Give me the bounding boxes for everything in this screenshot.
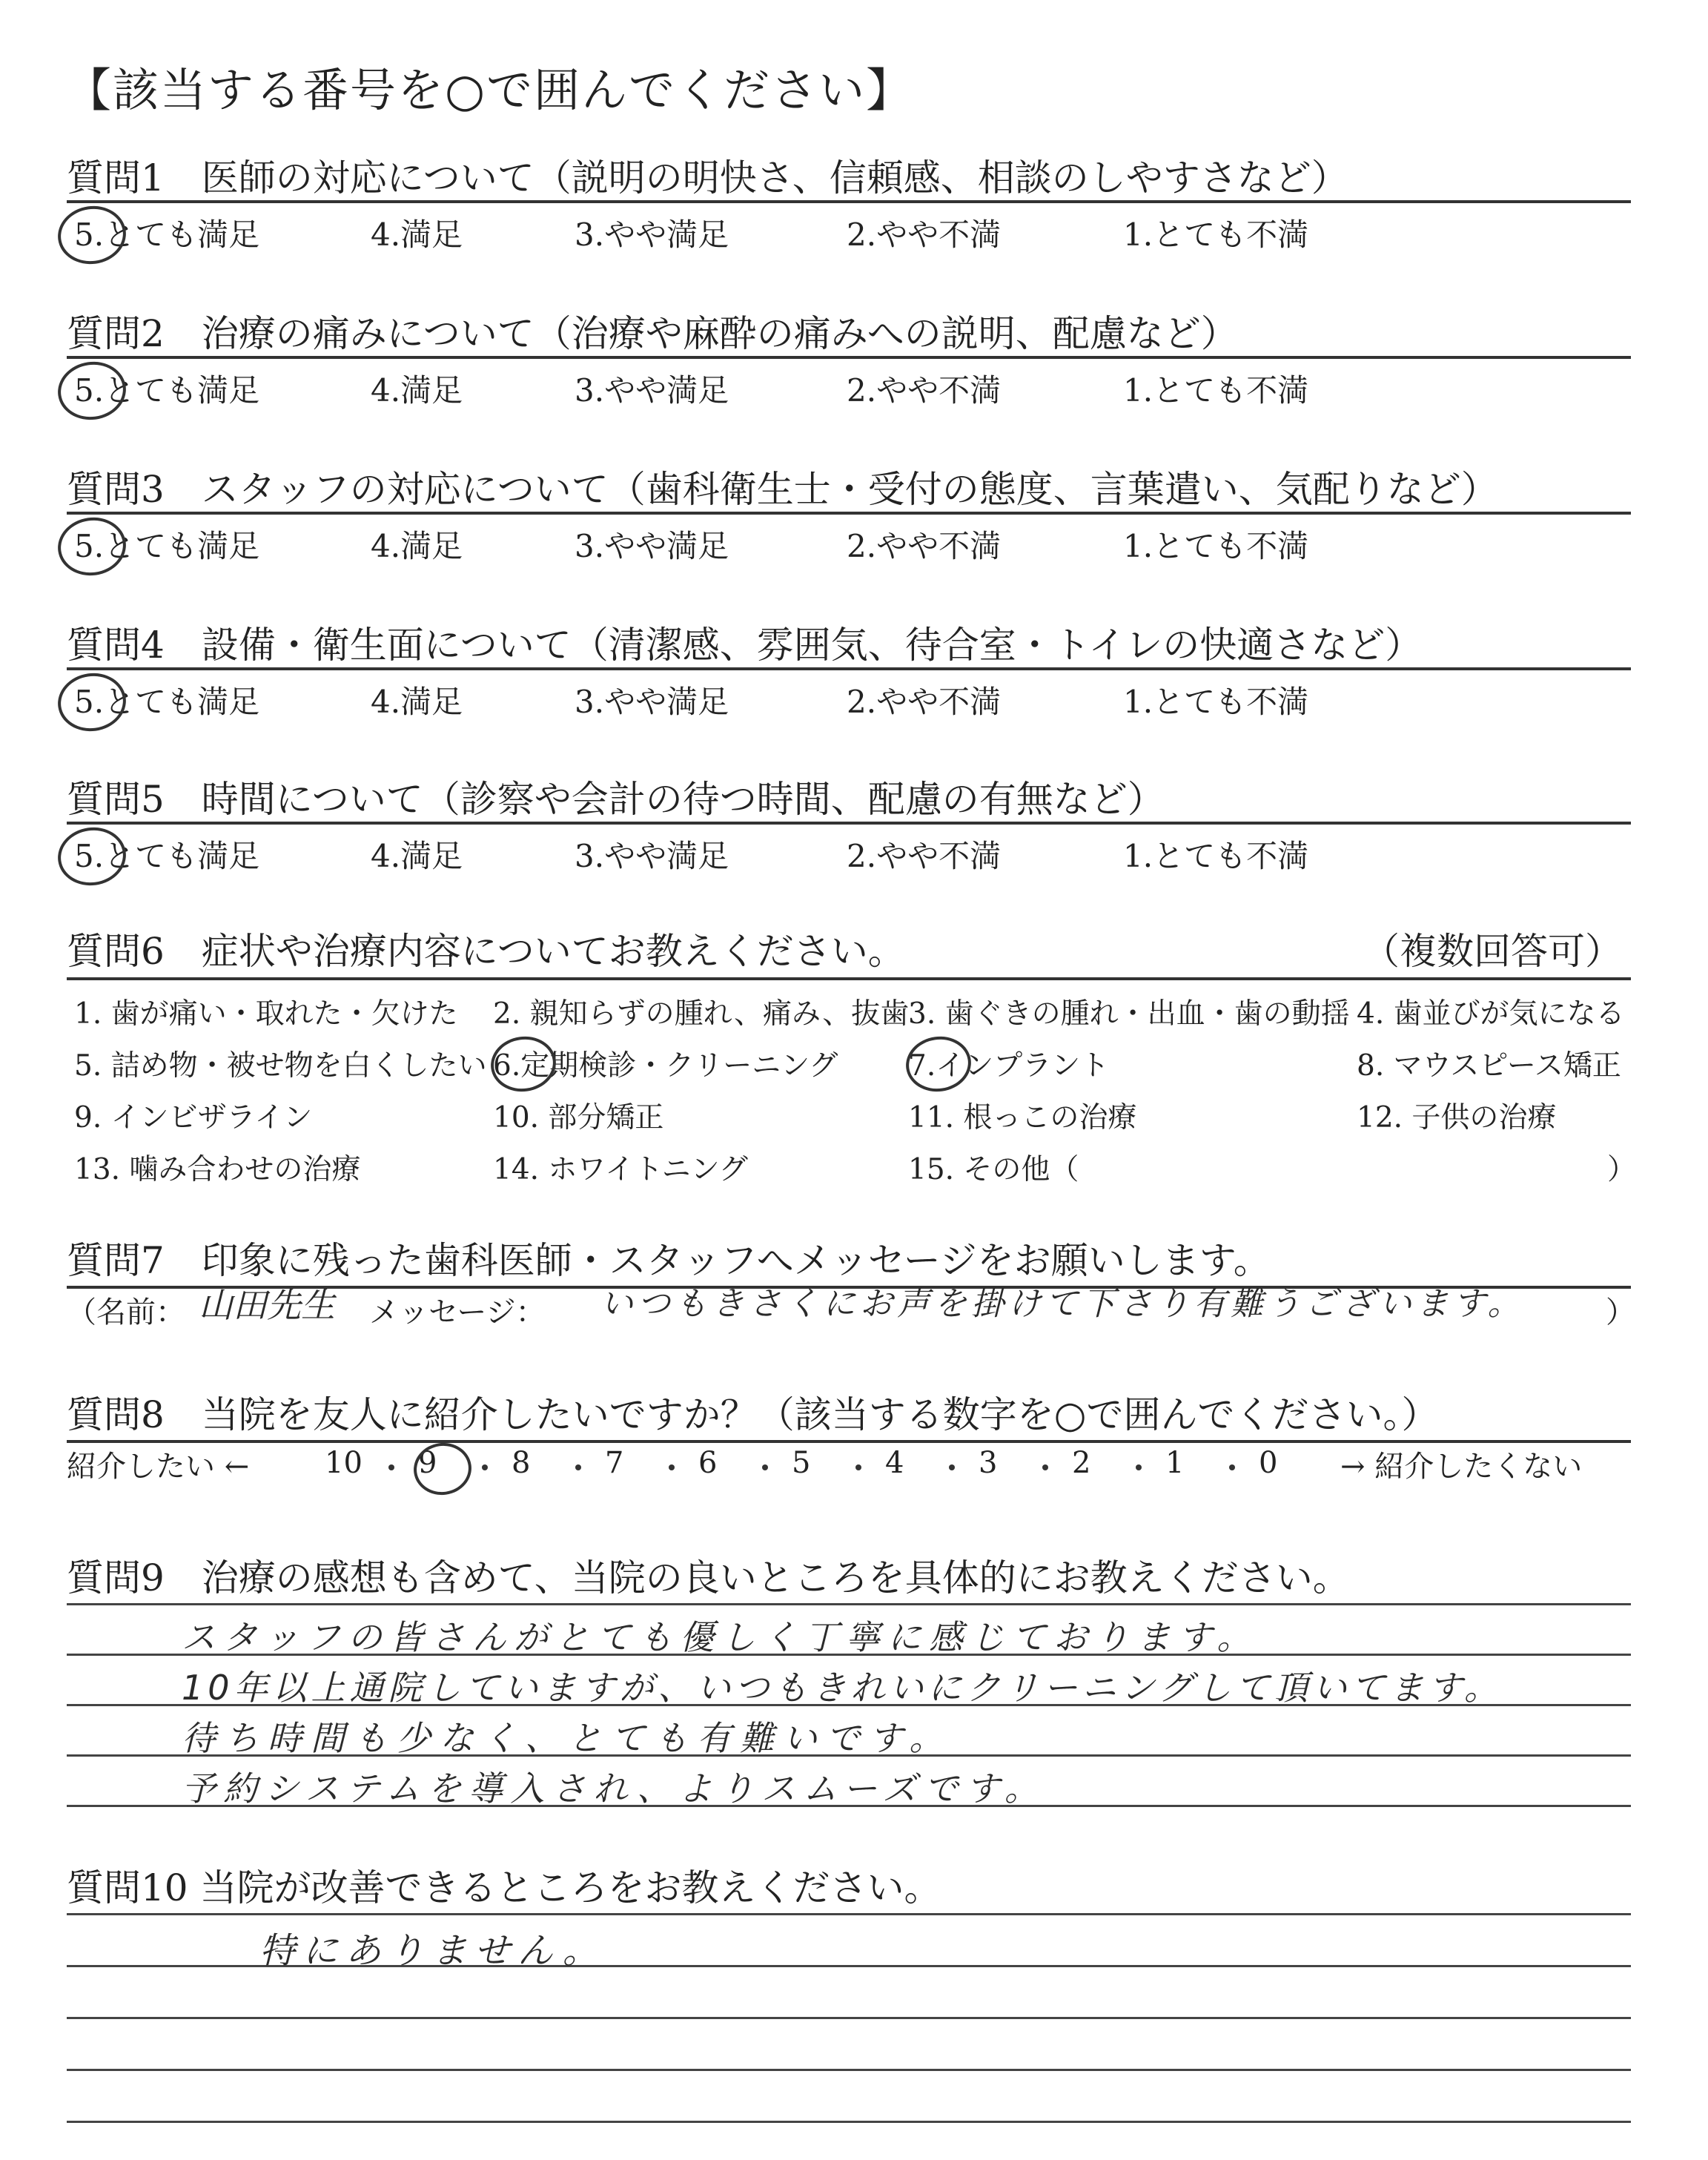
q8-scale-separator — [482, 1464, 488, 1470]
q2-option-4[interactable]: 4.満足 — [371, 372, 463, 409]
q6-option-11[interactable]: 11. 根っこの治療 — [908, 1101, 1137, 1135]
q8-right-label: → 紹介したくない — [1340, 1450, 1583, 1484]
q10-line-4 — [67, 2069, 1631, 2071]
q4-option-3[interactable]: 3.やや満足 — [575, 684, 729, 720]
q2-rule — [67, 356, 1631, 359]
q3-option-3[interactable]: 3.やや満足 — [575, 528, 729, 564]
q6-option-13[interactable]: 13. 噛み合わせの治療 — [74, 1153, 361, 1186]
q5-rule — [67, 822, 1631, 825]
q6-option-9[interactable]: 9. インビザライン — [74, 1101, 313, 1135]
q9-line-1 — [67, 1603, 1631, 1605]
q8-scale-value-7[interactable]: 7 — [605, 1446, 624, 1480]
q4-option-4[interactable]: 4.満足 — [371, 684, 463, 720]
q6-other-close-paren: ） — [1607, 1153, 1637, 1186]
q6-option-2[interactable]: 2. 親知らずの腫れ、痛み、抜歯 — [493, 997, 910, 1031]
q6-option-1[interactable]: 1. 歯が痛い・取れた・欠けた — [74, 997, 458, 1031]
q9-title: 質問9 治療の感想も含めて、当院の良いところを具体的にお教えください。 — [67, 1556, 1350, 1599]
q3-title: 質問3 スタッフの対応について（歯科衛生士・受付の態度、言葉遣い、気配りなど） — [67, 468, 1498, 511]
q8-scale-value-5[interactable]: 5 — [792, 1446, 811, 1480]
q8-scale-separator — [388, 1464, 394, 1470]
q6-option-10[interactable]: 10. 部分矯正 — [493, 1101, 664, 1135]
q3-option-2[interactable]: 2.やや不満 — [847, 528, 1002, 564]
q8-scale-value-0[interactable]: 0 — [1259, 1446, 1278, 1480]
q8-scale-value-6[interactable]: 6 — [698, 1446, 718, 1480]
q8-scale-value-4[interactable]: 4 — [885, 1446, 904, 1480]
q4-option-1[interactable]: 1.とても不満 — [1123, 684, 1309, 720]
q6-rule — [67, 977, 1631, 980]
q9-answer-line-1[interactable]: スタッフの皆さんがとても優しく丁寧に感じております。 — [182, 1617, 1259, 1657]
q5-option-1[interactable]: 1.とても不満 — [1123, 838, 1309, 874]
q9-answer-line-3[interactable]: 待ち時間も少なく、とても有難いです。 — [182, 1718, 953, 1758]
q6-note: （複数回答可） — [1363, 930, 1622, 973]
q1-option-4[interactable]: 4.満足 — [371, 217, 463, 253]
q8-scale-value-9[interactable]: 9 — [418, 1446, 437, 1480]
q7-message-value[interactable]: いつもきさくにお声を掛けて下さり有難うございます。 — [600, 1285, 1525, 1323]
q8-scale-separator — [1229, 1464, 1235, 1470]
q3-option-5[interactable]: 5.とても満足 — [74, 528, 260, 564]
q5-option-5[interactable]: 5.とても満足 — [74, 838, 260, 874]
q10-title: 質問10 当院が改善できるところをお教えください。 — [67, 1866, 941, 1909]
q6-option-6[interactable]: 6.定期検診・クリーニング — [493, 1049, 838, 1083]
q6-option-15[interactable]: 15. その他（ — [908, 1153, 1079, 1186]
q7-name-value[interactable]: 山田先生 — [199, 1285, 335, 1325]
q7-open-paren: （名前： — [67, 1295, 185, 1330]
q1-option-3[interactable]: 3.やや満足 — [575, 217, 729, 253]
q2-option-1[interactable]: 1.とても不満 — [1123, 372, 1309, 409]
q10-line-3 — [67, 2017, 1631, 2019]
q4-option-2[interactable]: 2.やや不満 — [847, 684, 1002, 720]
q8-scale-value-3[interactable]: 3 — [979, 1446, 998, 1480]
q8-scale-separator — [1042, 1464, 1048, 1470]
q7-close-paren: ） — [1606, 1295, 1635, 1330]
q1-rule — [67, 200, 1631, 203]
q2-title: 質問2 治療の痛みについて（治療や麻酔の痛みへの説明、配慮など） — [67, 312, 1238, 355]
q1-option-1[interactable]: 1.とても不満 — [1123, 217, 1309, 253]
q10-line-1 — [67, 1913, 1631, 1915]
q8-scale-separator — [1136, 1464, 1142, 1470]
q8-scale-separator — [855, 1464, 861, 1470]
q3-option-1[interactable]: 1.とても不満 — [1123, 528, 1309, 564]
q10-answer-line-1[interactable]: 特にありません。 — [259, 1930, 606, 1972]
q8-scale-value-8[interactable]: 8 — [512, 1446, 531, 1480]
q5-option-2[interactable]: 2.やや不満 — [847, 838, 1002, 874]
q3-option-4[interactable]: 4.満足 — [371, 528, 463, 564]
q6-option-12[interactable]: 12. 子供の治療 — [1357, 1101, 1557, 1135]
q8-scale-value-10[interactable]: 10 — [325, 1446, 363, 1480]
q8-scale-separator — [949, 1464, 955, 1470]
q1-title: 質問1 医師の対応について（説明の明快さ、信頼感、相談のしやすさなど） — [67, 156, 1348, 199]
q4-rule — [67, 667, 1631, 670]
q8-scale-separator — [669, 1464, 675, 1470]
q3-rule — [67, 512, 1631, 515]
q1-option-2[interactable]: 2.やや不満 — [847, 217, 1002, 253]
q7-title: 質問7 印象に残った歯科医師・スタッフへメッセージをお願いします。 — [67, 1239, 1271, 1282]
q5-option-4[interactable]: 4.満足 — [371, 838, 463, 874]
q8-scale-value-2[interactable]: 2 — [1072, 1446, 1091, 1480]
q7-message-label: メッセージ： — [369, 1295, 546, 1330]
q2-option-5[interactable]: 5.とても満足 — [74, 372, 260, 409]
q4-title: 質問4 設備・衛生面について（清潔感、雰囲気、待合室・トイレの快適さなど） — [67, 624, 1423, 667]
q9-answer-line-2[interactable]: 10年以上通院していますが、いつもきれいにクリーニングして頂いてます。 — [182, 1668, 1503, 1708]
q8-left-label: 紹介したい ← — [67, 1450, 250, 1484]
q8-scale-separator — [762, 1464, 768, 1470]
q9-answer-line-4[interactable]: 予約システムを導入され、よりスムーズです。 — [182, 1768, 1046, 1809]
q6-option-5[interactable]: 5. 詰め物・被せ物を白くしたい — [74, 1049, 487, 1083]
q8-scale-value-1[interactable]: 1 — [1165, 1446, 1185, 1480]
q2-option-2[interactable]: 2.やや不満 — [847, 372, 1002, 409]
q5-option-3[interactable]: 3.やや満足 — [575, 838, 729, 874]
q5-title: 質問5 時間について（診察や会計の待つ時間、配慮の有無など） — [67, 778, 1165, 821]
q1-option-5[interactable]: 5.とても満足 — [74, 217, 260, 253]
q6-option-8[interactable]: 8. マウスピース矯正 — [1357, 1049, 1621, 1083]
form-heading: 【該当する番号を○で囲んでください】 — [65, 63, 914, 117]
q2-option-3[interactable]: 3.やや満足 — [575, 372, 729, 409]
q6-option-4[interactable]: 4. 歯並びが気になる — [1357, 997, 1625, 1031]
q8-title: 質問8 当院を友人に紹介したいですか？（該当する数字を○で囲んでください。） — [67, 1393, 1439, 1436]
q8-scale-separator — [575, 1464, 581, 1470]
q6-title: 質問6 症状や治療内容についてお教えください。 — [67, 930, 905, 973]
q6-option-7[interactable]: 7.インプラント — [908, 1049, 1110, 1083]
q6-option-14[interactable]: 14. ホワイトニング — [493, 1153, 748, 1186]
q4-option-5[interactable]: 5.とても満足 — [74, 684, 260, 720]
q6-option-3[interactable]: 3. 歯ぐきの腫れ・出血・歯の動揺 — [908, 997, 1350, 1031]
q10-line-5 — [67, 2121, 1631, 2123]
